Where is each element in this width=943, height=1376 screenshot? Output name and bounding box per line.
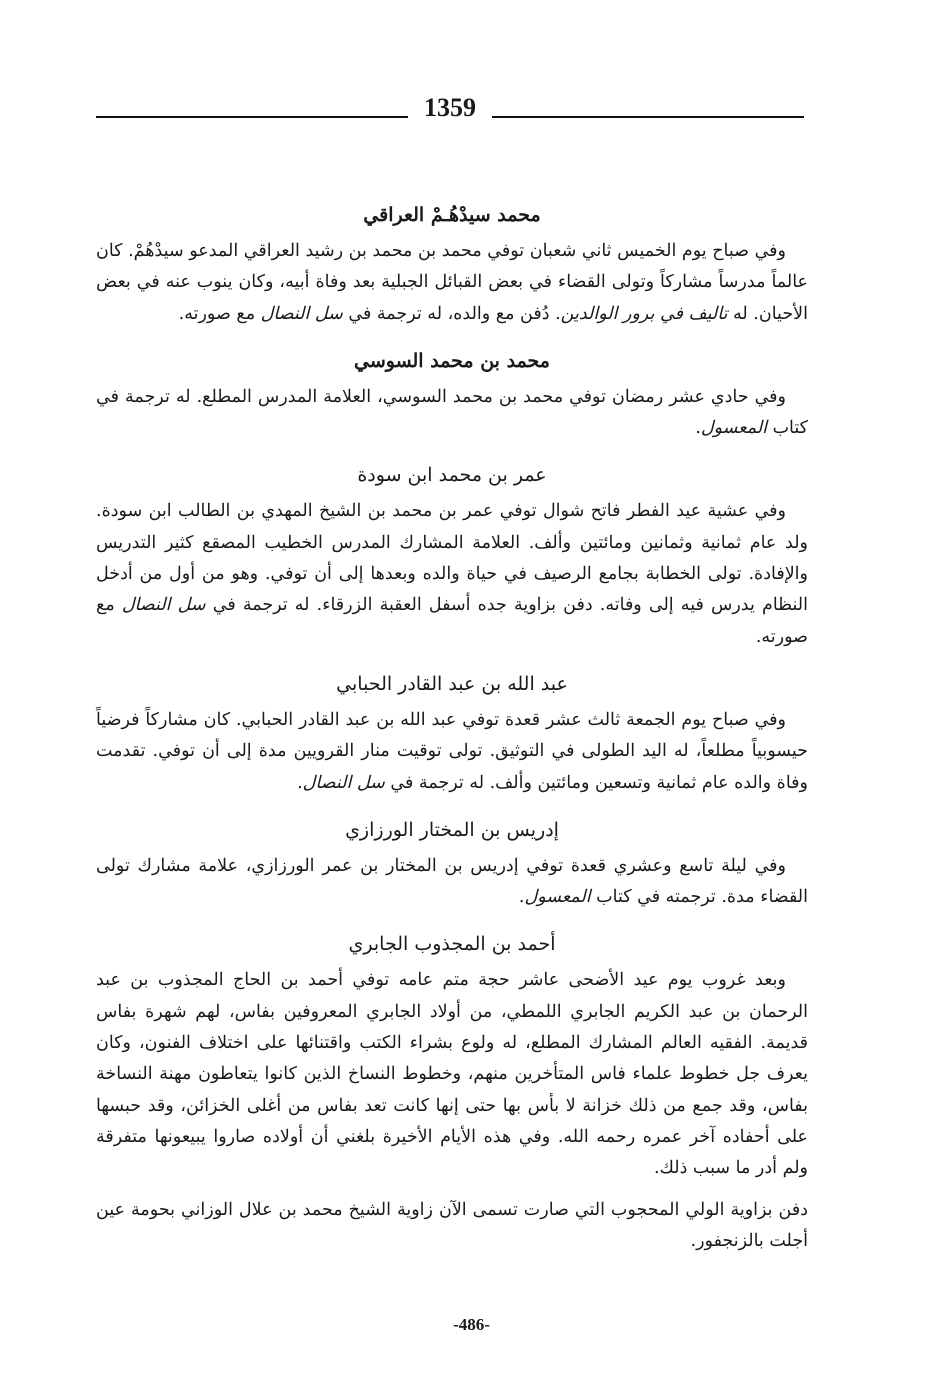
entry-title: إدريس بن المختار الورزازي (345, 818, 559, 841)
page-footer-number: -486- (453, 1315, 490, 1334)
entry-title: عمر بن محمد ابن سودة (357, 464, 547, 487)
entry-text: دفن بزاوية الولي المحجوب التي صارت تسمى الآن زاوية الشيخ محمد بن علال الوزاني بحومة عين أجلت بالزنجفور. (96, 1199, 808, 1251)
entry-title: محمد بن محمد السوسي (354, 349, 550, 372)
entry-title: محمد سيدْهُـمْ العراقي (363, 204, 541, 226)
header-rule-left (96, 116, 408, 118)
entry-text: وفي صباح يوم الجمعة ثالث عشر قعدة توفي عبد الله بن عبد القادر الحبابي. كان مشاركاً فرضياً حيسوبياً مطلعاً، له اليد الطولى في التوثيق. تولى توقيت منار القرويين مدة إلى أن توفي. تقدمت وفاة والده عام ثمانية وتسعين ومائتين وألف. له ترجمة في سل النصال. (96, 709, 808, 793)
document-body (96, 198, 808, 1267)
header-rule-right (492, 116, 804, 118)
entry-title: أحمد بن المجذوب الجابري (348, 933, 556, 956)
page-number: 1359 (424, 93, 476, 122)
entry-text: وفي صباح يوم الخميس ثاني شعبان توفي محمد بن محمد بن رشيد العراقي المدعو سيدْهُمْ. كان عالماً مدرساً مشاركاً وتولى القضاء في بعض القبائل الجبلية بعد وفاة أبيه، وكان ينوب عنه في بعض الأحيان. له تاليف في برور الوالدين. دُفن مع والده، له ترجمة في سل النصال مع صورته. (96, 241, 808, 324)
entry-title: عبد الله بن عبد القادر الحبابي (336, 672, 568, 695)
page-header (96, 88, 804, 128)
entry-text: وفي عشية عيد الفطر فاتح شوال توفي عمر بن محمد بن الشيخ المهدي بن الطالب ابن سودة. ولد عام ثمانية وثمانين ومائتين وألف. العلامة المشارك المدرس الخطيب المصقع كثير التدريس والإفادة. تولى الخطابة بجامع الرصيف في حياة والده وبعدها إلى أن توفي. وهو من أول من أدخل النظام يدرس فيه إلى وفاته. دفن بزاوية جده أسفل العقبة الزرقاء. له ترجمة في سل النصال مع صورته. (96, 501, 808, 647)
entry-text: وفي ليلة تاسع وعشري قعدة توفي إدريس بن المختار بن عمر الورزازي، علامة مشارك تولى القضاء مدة. ترجمته في كتاب المعسول. (96, 855, 808, 908)
entry-text: وبعد غروب يوم عيد الأضحى عاشر حجة متم عامه توفي أحمد بن الحاج المجذوب بن عبد الرحمان بن عبد الكريم الجابري اللمطي، من أولاد الجابري المعروفين بفاس، لهم شهرة بفاس قديمة. الفقيه العالم المشارك المطلع، له ولوع بشراء الكتب واقتنائها على اختلاف الفنون، وكان يعرف جل خطوط علماء فاس المتأخرين منهم، وخطوط النساخ الذين كانوا يتعاطون مهنة النساخة بفاس، وقد جمع من ذلك خزانة لا بأس بها حتى إنها كانت تعد بفاس من أغلى الخزائن، وقد حبسها على أحفاده آخر عمره رحمه الله. وفي هذه الأيام الأخيرة بلغني أن أولاده صاروا يبيعونها متفرقة ولم أدر ما سبب ذلك. (96, 970, 808, 1179)
entry-text: وفي حادي عشر رمضان توفي محمد بن محمد السوسي، العلامة المدرس المطلع. له ترجمة في كتاب المعسول. (96, 386, 808, 439)
